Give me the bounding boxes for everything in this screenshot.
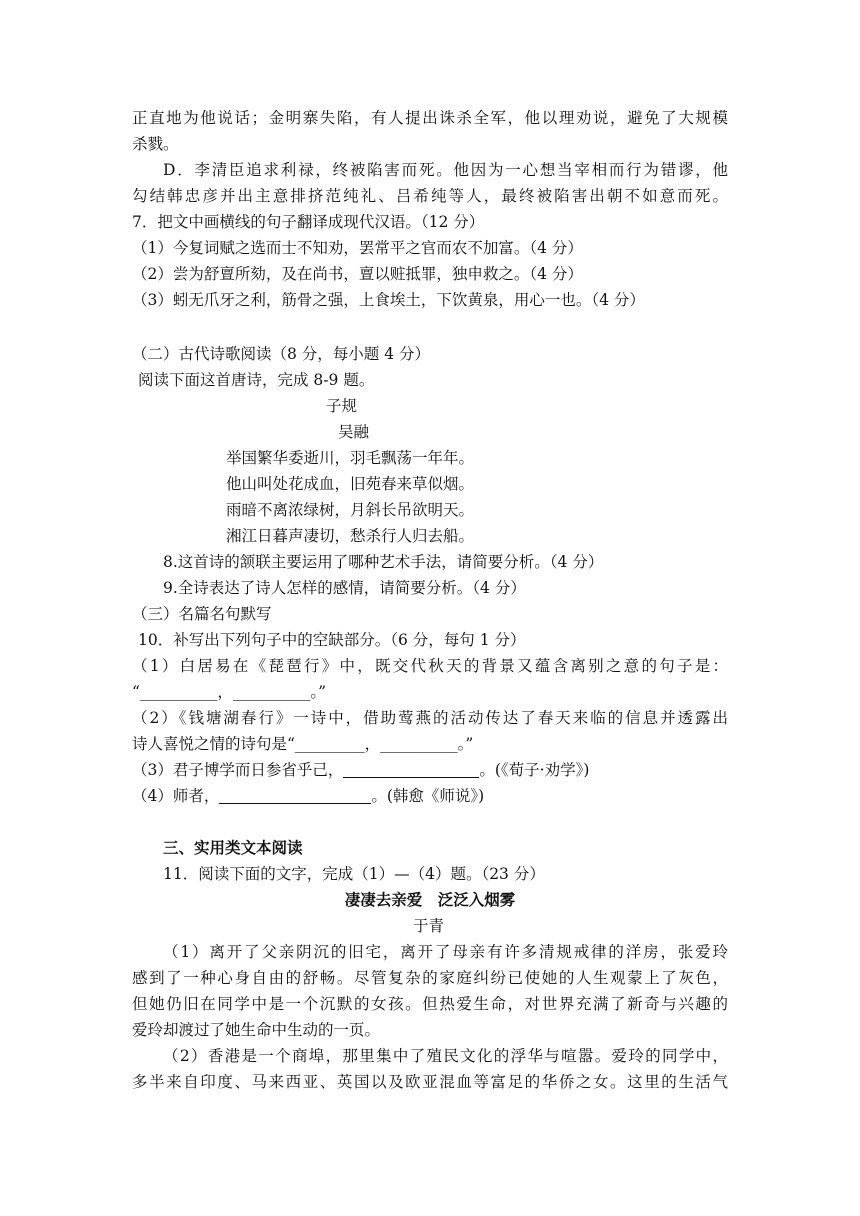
question-7-1: （1）今复词赋之选而士不知劝，罢常平之官而农不加富。（4 分） (132, 239, 583, 257)
paragraph-1-line: 感到了一种心身自由的舒畅。尽管复杂的家庭纠纷已使她的人生观蒙上了灰色， (132, 969, 728, 987)
question-7-2: （2）尝为舒亶所劾，及在尚书，亶以赃抵罪，独申救之。（4 分） (132, 265, 583, 283)
paragraph-2-line: （2）香港是一个商埠，那里集中了殖民文化的浮华与喧嚣。爱玲的同学中， (163, 1047, 728, 1065)
poem-title: 子规 (326, 397, 358, 415)
poem-line: 雨暗不离浓绿树，月斜长吊欲明天。 (226, 501, 475, 519)
paragraph-1-line: 但她仍旧在同学中是一个沉默的女孩。但热爱生命，对世界充满了新奇与兴趣的 (132, 995, 728, 1013)
article-author: 于青 (413, 917, 445, 935)
section-2-intro: 阅读下面这首唐诗，完成 8-9 题。 (138, 371, 375, 389)
question-10-3-source: 。(《荀子·劝学》) (479, 761, 590, 779)
question-9: 9.全诗表达了诗人怎样的感情，请简要分析。（4 分） (163, 579, 526, 597)
question-10-2-blanks: 诗人喜悦之情的诗句是“_________，__________。” (132, 735, 474, 753)
paragraph-2-line: 多半来自印度、马来西亚、英国以及欧亚混血等富足的华侨之女。这里的生活气 (132, 1073, 728, 1091)
answer-blank[interactable] (343, 761, 479, 778)
poem-line: 举国繁华委逝川，羽毛飘荡一年年。 (226, 449, 475, 467)
text-line: 勾结韩忠彦并出主意排挤范纯礼、吕希纯等人，最终被陷害出朝不如意而死。 (132, 187, 728, 205)
question-10-3 (132, 760, 589, 780)
article-title: 凄凄去亲爱 泛泛入烟雾 (344, 891, 516, 909)
question-11: 11．阅读下面的文字，完成（1）—（4）题。（23 分） (163, 865, 545, 883)
text-line: 正直地为他说话；金明寨失陷，有人提出诛杀全军，他以理劝说，避免了大规模 (132, 109, 728, 127)
question-10-3-text: （3）君子博学而日参省乎己， (132, 761, 344, 779)
option-d: D．李清臣追求利禄，终被陷害而死。他因为一心想当宰相而行为错谬，他 (163, 161, 728, 179)
paragraph-1-line: 爱玲却渡过了她生命中生动的一页。 (132, 1021, 381, 1039)
question-10-1: （1）白居易在《琵琶行》中，既交代秋天的背景又蕴含离别之意的句子是： (132, 657, 728, 675)
question-7: 7．把文中画横线的句子翻译成现代汉语。（12 分） (132, 213, 485, 231)
section-3-heading: （三）名篇名句默写 (132, 605, 272, 623)
poem-line: 湘江日暮声凄切，愁杀行人归去船。 (226, 527, 475, 545)
question-8: 8.这首诗的颔联主要运用了哪种艺术手法，请简要分析。（4 分） (163, 553, 604, 571)
question-10: 10．补写出下列句子中的空缺部分。（6 分，每句 1 分） (138, 631, 526, 649)
question-10-1-blanks: “__________，__________。” (132, 683, 327, 701)
question-10-4-text: （4）师者， (132, 787, 220, 805)
text-line: 杀戮。 (132, 135, 179, 153)
part-3-heading: 三、实用类文本阅读 (163, 839, 303, 857)
question-10-4-source: 。(韩愈《师说》) (371, 787, 485, 805)
poem-author: 吴融 (338, 423, 370, 441)
paragraph-1-line: （1）离开了父亲阴沉的旧宅，离开了母亲有许多清规戒律的洋房，张爱玲 (163, 943, 728, 961)
question-10-2: （2）《钱塘湖春行》一诗中，借助莺燕的活动传达了春天来临的信息并透露出 (132, 709, 728, 727)
section-2-heading: （二）古代诗歌阅读（8 分，每小题 4 分） (132, 345, 431, 363)
answer-blank[interactable] (219, 787, 371, 804)
question-10-4 (132, 786, 484, 806)
question-7-3: （3）蚓无爪牙之利，筋骨之强，上食埃土，下饮黄泉，用心一也。（4 分） (132, 291, 645, 309)
poem-line: 他山叫处花成血，旧苑春来草似烟。 (226, 475, 475, 493)
